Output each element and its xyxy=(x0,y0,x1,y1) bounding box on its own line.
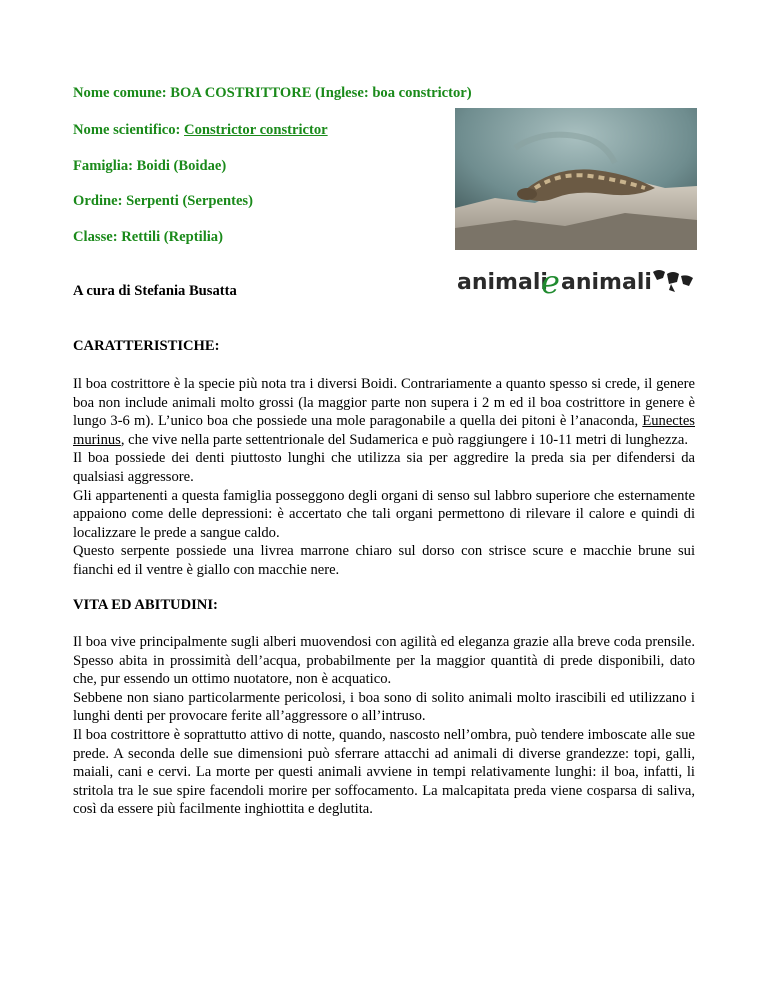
logo-text-2: animali xyxy=(561,270,652,295)
world-map-icon xyxy=(653,270,693,292)
animalieanimali-logo xyxy=(455,262,697,298)
boa-photo xyxy=(455,108,697,250)
family: Famiglia: Boidi (Boidae) xyxy=(73,158,227,174)
paragraph: Questo serpente possiede una livrea marrone chiaro sul dorso con strisce scure e macchie brune sui fianchi ed il ventre è giallo con macchie nere. xyxy=(73,543,695,578)
scientific-value[interactable]: Constrictor constrictor xyxy=(184,122,328,138)
section-body-vita xyxy=(73,633,695,819)
logo-text-1: animali xyxy=(457,270,548,295)
eunectes-link[interactable]: Eunectes murinus xyxy=(73,413,695,448)
paragraph: Il boa costrittore è la specie più nota tra i diversi Boidi. Contrariamente a quanto spesso si crede, il genere boa non include animali molto grossi (la maggior parte non supera i 2 m ed il boa costrittore in genere è lungo 3-6 m). L’unico boa che possiede una mole paragonabile a quella dei pitoni è l’anaconda, Eunectes murinus, che vive nella parte settentrionale del Sudamerica e può raggiungere i 10-11 metri di lunghezza. xyxy=(73,376,695,448)
paragraph: Gli appartenenti a questa famiglia posseggono degli organi di senso sul labbro superiore che esternamente appaiono come delle depressioni: è accertato che tali organi permettono di rilevare il calore e quindi di localizzare le prede a sangue caldo. xyxy=(73,487,695,541)
scientific-label: Nome scientifico: xyxy=(73,122,185,138)
order: Ordine: Serpenti (Serpentes) xyxy=(73,193,253,209)
class: Classe: Rettili (Reptilia) xyxy=(73,229,223,245)
logo-text-e: e xyxy=(541,263,560,298)
paragraph: Il boa costrittore è soprattutto attivo di notte, quando, nascosto nell’ombra, può tendere imboscate alle sue prede. A seconda delle sue dimensioni può sferrare attacchi ad animali di diverse grandezze: topi, galli, maiali, cani e cervi. La morte per questi animali avviene in tempi relativamente lunghi: il boa, infatti, li stritola tra le sue spire facendoli morire per soffocamento. La malcapitata preda viene cosparsa di saliva, così da essere più facilmente inghiottita e deglutita. xyxy=(73,726,695,818)
paragraph: Il boa vive principalmente sugli alberi muovendosi con agilità ed eleganza grazie alla breve coda prensile. Spesso abita in prossimità dell’acqua, probabilmente per la maggior quantità di prede disponibili, dato che, pur essendo un ottimo nuotatore, non è acquatico. xyxy=(73,634,695,688)
author: A cura di Stefania Busatta xyxy=(73,283,237,299)
paragraph: Sebbene non siano particolarmente pericolosi, i boa sono di solito animali molto irascibili ed utilizzano i lunghi denti per provocare ferite all’aggressore o all’intruso. xyxy=(73,689,695,725)
section-title-caratteristiche: CARATTERISTICHE: xyxy=(73,338,220,354)
section-body-caratteristiche xyxy=(73,375,695,580)
scientific-name xyxy=(73,121,328,139)
common-name: Nome comune: BOA COSTRITTORE (Inglese: boa constrictor) xyxy=(73,85,472,101)
section-title-vita: VITA ED ABITUDINI: xyxy=(73,597,218,613)
paragraph: Il boa possiede dei denti piuttosto lunghi che utilizza sia per aggredire la preda sia per difendersi da qualsiasi aggressore. xyxy=(73,450,695,485)
